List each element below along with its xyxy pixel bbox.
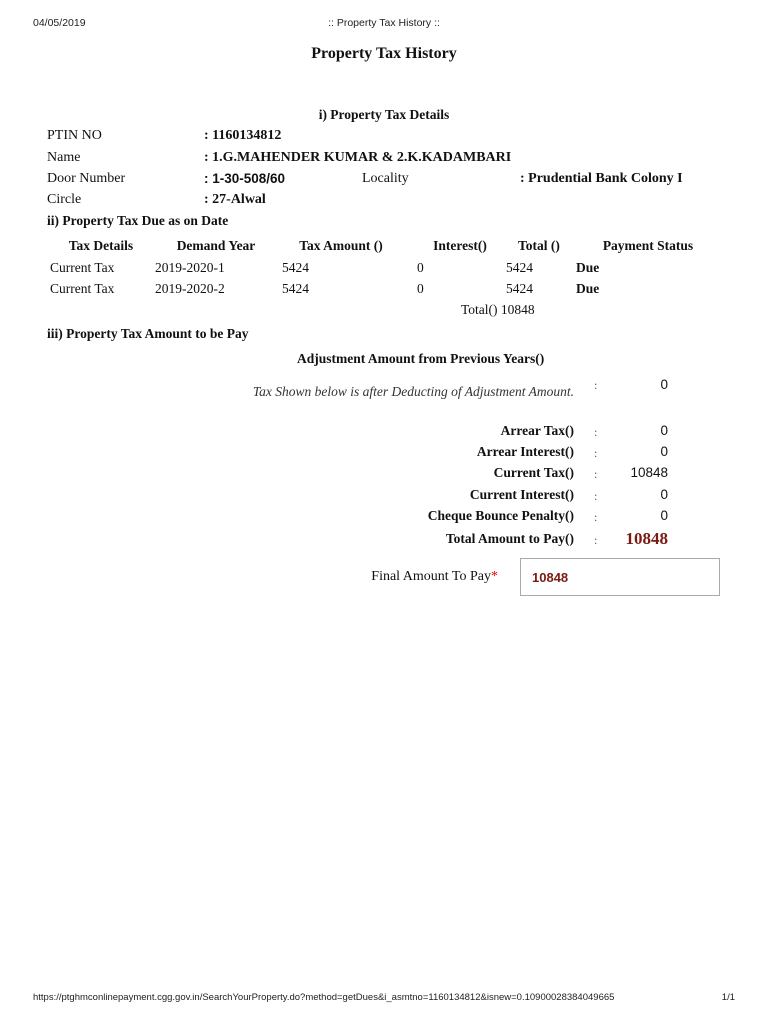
current-interest-label: Current Interest() [469, 487, 574, 502]
circle-label: Circle [47, 192, 82, 207]
col-tax-details: Tax Details [68, 238, 134, 253]
cell-total: 5424 [506, 260, 533, 275]
cell-payment-status: Due [576, 260, 600, 275]
locality-value: : Prudential Bank Colony I [520, 171, 683, 186]
section-payable-heading: iii) Property Tax Amount to be Pay [47, 326, 249, 341]
cell-tax-details: Current Tax [50, 281, 115, 296]
circle-value: : 27-Alwal [204, 192, 266, 207]
colon-separator: : [594, 489, 598, 503]
adjustment-value: 0 [660, 377, 668, 392]
adjustment-note: Tax Shown below is after Deducting of Adjustment Amount. [252, 384, 574, 399]
name-value: : 1.G.MAHENDER KUMAR & 2.K.KADAMBARI [204, 150, 512, 165]
cheque-bounce-value: 0 [660, 508, 668, 523]
section-due-heading: ii) Property Tax Due as on Date [47, 213, 229, 228]
colon-separator: : [594, 425, 598, 439]
current-tax-label: Current Tax() [493, 465, 574, 480]
page-title: Property Tax History [311, 45, 457, 62]
final-amount-value: 10848 [532, 570, 569, 585]
col-total: Total () [518, 238, 560, 253]
colon-separator: : [594, 378, 598, 392]
cell-demand-year: 2019-2020-1 [155, 260, 225, 275]
col-demand-year: Demand Year [176, 238, 256, 253]
print-url: https://ptghmconlinepayment.cgg.gov.in/SearchYourProperty.do?method=getDues&i_asmtno=1160134812&isnew=0.10900028384049665 [33, 992, 615, 1003]
current-interest-value: 0 [660, 487, 668, 502]
section-details-heading: i) Property Tax Details [318, 107, 450, 122]
ptin-label: PTIN NO [47, 128, 102, 143]
final-amount-label-text: Final Amount To Pay [371, 569, 491, 584]
colon-separator: : [594, 510, 598, 524]
total-amount-value: 10848 [625, 529, 668, 548]
final-amount-field[interactable] [520, 558, 720, 596]
current-tax-value: 10848 [630, 465, 668, 480]
colon-separator: : [594, 467, 598, 481]
cell-total: 5424 [506, 281, 533, 296]
col-payment-status: Payment Status [602, 238, 694, 253]
door-number-value: : 1-30-508/60 [204, 171, 286, 186]
col-tax-amount: Tax Amount () [299, 238, 383, 253]
name-label: Name [47, 150, 81, 165]
arrear-tax-label: Arrear Tax() [500, 423, 574, 438]
due-grand-total: Total() 10848 [461, 302, 535, 317]
cell-interest: 0 [417, 260, 424, 275]
col-interest: Interest() [433, 238, 487, 253]
door-number-label: Door Number [47, 171, 126, 186]
final-amount-label [371, 569, 498, 585]
print-page-number: 1/1 [721, 992, 735, 1003]
required-mark: * [491, 569, 498, 584]
cheque-bounce-label: Cheque Bounce Penalty() [427, 508, 574, 523]
arrear-interest-value: 0 [660, 444, 668, 459]
cell-tax-details: Current Tax [50, 260, 115, 275]
locality-label: Locality [362, 171, 409, 186]
cell-payment-status: Due [576, 281, 600, 296]
print-date: 04/05/2019 [33, 17, 86, 29]
adjustment-heading: Adjustment Amount from Previous Years() [297, 351, 545, 366]
arrear-interest-label: Arrear Interest() [476, 444, 574, 459]
arrear-tax-value: 0 [660, 423, 668, 438]
total-amount-label: Total Amount to Pay() [445, 531, 574, 546]
colon-separator: : [594, 533, 598, 547]
cell-demand-year: 2019-2020-2 [155, 281, 225, 296]
print-title: :: Property Tax History :: [328, 17, 440, 29]
ptin-value: : 1160134812 [204, 128, 282, 143]
cell-tax-amount: 5424 [282, 260, 309, 275]
cell-interest: 0 [417, 281, 424, 296]
cell-tax-amount: 5424 [282, 281, 309, 296]
colon-separator: : [594, 446, 598, 460]
